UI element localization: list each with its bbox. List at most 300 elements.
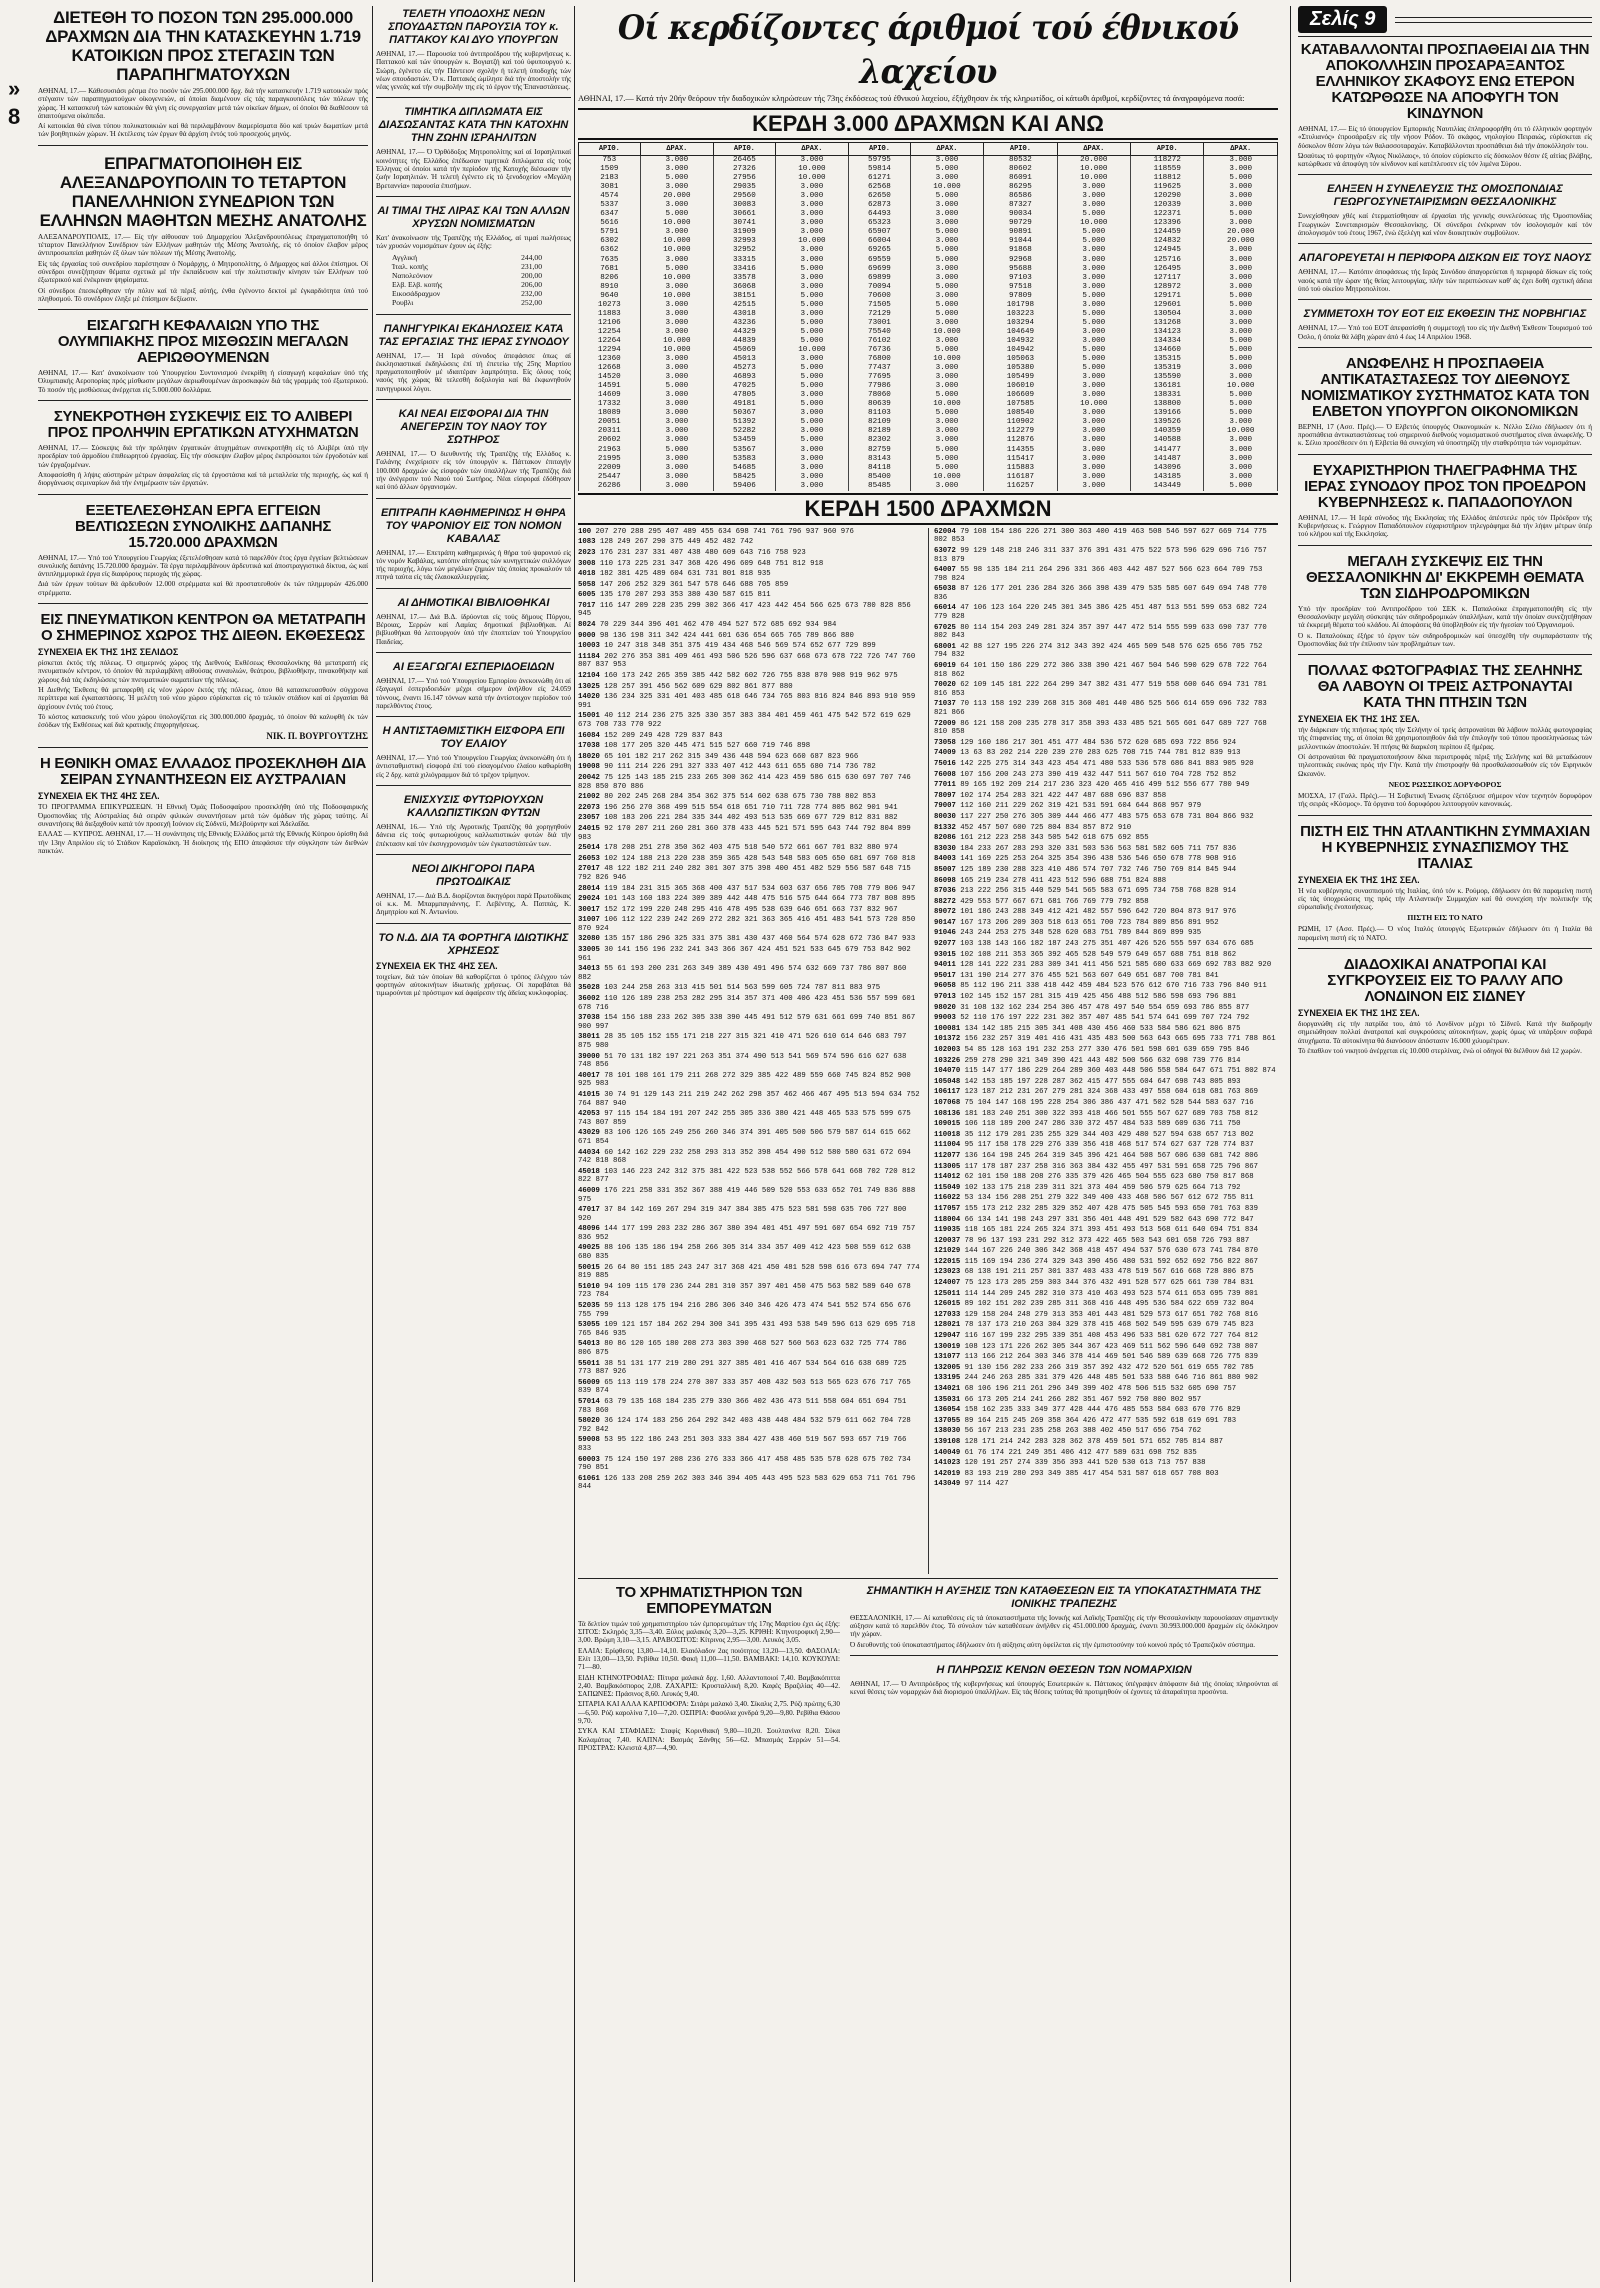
prize-amount: 3.000: [775, 246, 848, 255]
coin-price: 244,00: [521, 252, 542, 262]
ticket-number: 12294: [579, 346, 641, 355]
group-numbers: 126 133 208 259 262 303 346 394 405 443 495 523 583 629 653 711 761 796 844: [578, 1474, 916, 1492]
group-prefix: 99003: [934, 1014, 956, 1023]
prize-amount: 3.000: [1057, 274, 1130, 283]
ticket-number: 80602: [984, 165, 1057, 174]
group-prefix: 24015: [578, 824, 600, 833]
article-text: ΑΘΗΝΑΙ, 17.— Παρουσία τού άντιπροέδρου τής κυβερνήσεως κ. Παττακού καί τών ύπουργών κ. Βογιατζή καί τού ύφυπουργού κ. Σιώρη, έγένετο είς τήν Πάντειον σχολήν ή τελετή ύποδοχής τών νέων σπουδαστών. Ό κ. Παττακός ώμίλησε διά τήν άποστολήν τής νέας γενεάς καί τήν συμβολήν της είς τό έργον τής Έπαναστάσεως.: [376, 50, 571, 92]
prize-amount: 3.000: [1057, 328, 1130, 337]
edge-mark: »: [8, 76, 21, 101]
number-group: [934, 547, 1278, 564]
prize-amount: 3.000: [775, 409, 848, 418]
article-text: Υπό τήν προεδρίαν τού Αντιπροέδρου τού ΣΕΚ κ. Παπαλούκα έπραγματοποιήθη είς τήν Θεσσαλονίκην μεγάλη σύσκεψις τών σιδηροδρομικών ύπαλλήλων, κατά τήν όποίαν συνεζητήθησαν τά έκκρεμή θέματα τού κλάδου. Αί άποφάσεις θά ύποβληθούν είς τήν ήγεσίαν τού Όργανισμού.: [1298, 604, 1592, 630]
headline: ΑΠΑΓΟΡΕΥΕΤΑΙ Η ΠΕΡΙΦΟΡΑ ΔΙΣΚΩΝ ΕΙΣ ΤΟΥΣ ΝΑΟΥΣ: [1298, 252, 1592, 265]
group-prefix: 107068: [934, 1098, 961, 1107]
prize-amount: 3.000: [775, 274, 848, 283]
prize-amount: 3.000: [1057, 256, 1130, 265]
group-prefix: 138030: [934, 1427, 961, 1436]
headline: ΔΙΕΤΕΘΗ ΤΟ ΠΟΣΟΝ ΤΩΝ 295.000.000 ΔΡΑΧΜΩΝ ΔΙΑ ΤΗΝ ΚΑΤΑΣΚΕΥΗΝ 1.719 ΚΑΤΟΙΚΙΩΝ ΠΡΟΣ ΣΤΕΓΑΣΙΝ ΤΩΝ ΠΑΡΑΠΗΓΜΑΤΟΥΧΩΝ: [45, 8, 361, 84]
ticket-number: 14520: [579, 373, 641, 382]
ticket-number: 130504: [1131, 310, 1204, 319]
group-prefix: 61061: [578, 1474, 600, 1483]
prize-amount: 10.000: [640, 274, 713, 283]
group-numbers: 47 106 123 164 220 245 301 345 386 425 451 487 513 551 599 653 682 724 779 828: [934, 604, 1267, 622]
ticket-number: 52282: [714, 427, 776, 436]
prize-amount: 10.000: [910, 328, 983, 337]
article-text: Οί σύνεδροι έπεσκέφθησαν τήν πόλιν καί τά πέριξ αύτής, ένθα έγένοντο δεκτοί μέ έγκαρδιότητα ύπό τού πληθυσμού. Τό συνέδριον έληξε μέ έπίσημον δεξίωσιν.: [38, 286, 368, 303]
prize-amount: 3.000: [640, 427, 713, 436]
group-numbers: 61 76 174 221 249 351 406 412 477 589 631 698 752 835: [964, 1448, 1197, 1457]
table-row: [579, 183, 1278, 192]
number-group: [934, 1427, 1278, 1436]
continuation-note: ΣΥΝΕΧΕΙΑ ΕΚ ΤΗΣ 1ΗΣ ΣΕΛΙΔΟΣ: [38, 647, 179, 658]
group-prefix: 11184: [578, 652, 600, 661]
group-prefix: 75016: [934, 759, 956, 768]
article-text: ΑΘΗΝΑΙ, 17.— Είς τό ύπουργείον Εμπορικής Ναυτιλίας έπληροφορήθη ότι τό έλληνικόν φορτηγόν «Στυλιανός» έπροσάραξεν είς τήν νήσον Ρόδον. Τό σκάφος, νηολογίου Πειραιώς, εύρίσκεται είς δύσκολον θέσιν λόγω τών θαλασσοταραχών. Καταβάλλονται προσπάθειαι διά τήν άποκόλλησίν του.: [1298, 125, 1592, 150]
group-prefix: 85007: [934, 865, 956, 874]
price-row: [392, 253, 542, 262]
prize-amount: 5.000: [775, 418, 848, 427]
group-prefix: 38011: [578, 1033, 600, 1042]
prize-amount: 5.000: [910, 256, 983, 265]
group-numbers: 115 169 194 236 274 329 343 390 456 480 531 592 652 692 756 822 867: [964, 1257, 1259, 1266]
ticket-number: 47025: [714, 382, 776, 391]
table-row: [579, 328, 1278, 337]
number-group: [934, 866, 1278, 875]
ticket-number: 125716: [1131, 256, 1204, 265]
number-group: [934, 1184, 1278, 1193]
group-prefix: 78097: [934, 791, 956, 800]
headline: ΤΕΛΕΤΗ ΥΠΟΔΟΧΗΣ ΝΕΩΝ ΣΠΟΥΔΑΣΤΩΝ ΠΑΡΟΥΣΙΑ ΤΟΥ κ. ΠΑΤΤΑΚΟΥ ΚΑΙ ΔΥΟ ΥΠΟΥΡΓΩΝ: [388, 8, 559, 46]
group-prefix: 36002: [578, 995, 600, 1004]
number-group: [934, 1385, 1278, 1394]
article-text: ΑΘΗΝΑΙ, 17.— Υπό τού ΕΟΤ άπεφασίσθη ή συμμετοχή του είς τήν Διεθνή Έκθεσιν Τουρισμού τού Όσλο, ή όποία θά λάβη χώραν άπό 4 έως 14 Απριλίου 1968.: [1298, 324, 1592, 341]
group-prefix: 20042: [578, 773, 600, 782]
group-numbers: 83 106 126 165 249 256 260 346 374 391 405 500 506 579 587 614 615 662 671 854: [578, 1129, 911, 1146]
group-prefix: 18020: [578, 752, 600, 761]
group-prefix: 34013: [578, 965, 600, 974]
prize-amount: 5.000: [1057, 237, 1130, 246]
ticket-number: 101798: [984, 301, 1057, 310]
group-numbers: 178 208 251 278 350 362 403 475 518 540 572 661 667 701 832 880 974: [604, 844, 898, 853]
group-prefix: 57014: [578, 1397, 600, 1406]
ticket-number: 143185: [1131, 473, 1204, 482]
group-prefix: 111004: [934, 1141, 961, 1150]
prize-amount: 5.000: [640, 265, 713, 274]
number-group: [578, 1264, 922, 1281]
number-group: [934, 802, 1278, 811]
prize-amount: 3.000: [1057, 455, 1130, 464]
table-row: [579, 355, 1278, 364]
prize-amount: 3.000: [910, 237, 983, 246]
column-2: [376, 6, 571, 2282]
number-group: [578, 1110, 922, 1127]
number-group: [934, 1226, 1278, 1235]
prize-amount: 5.000: [1057, 292, 1130, 301]
number-group: [578, 1149, 922, 1166]
group-numbers: 48 122 182 211 240 282 301 307 375 398 400 451 482 529 556 587 648 715 792 826 946: [578, 865, 911, 882]
number-group: [578, 995, 922, 1012]
ticket-number: 9640: [579, 292, 641, 301]
ticket-number: 25447: [579, 473, 641, 482]
number-group: [578, 1321, 922, 1338]
group-numbers: 99 129 148 218 246 311 337 376 391 431 475 522 573 596 629 696 716 757 813 879: [934, 546, 1267, 564]
group-numbers: 165 219 234 278 411 423 512 596 688 751 824 888: [960, 876, 1167, 885]
ticket-number: 753: [579, 156, 641, 166]
prize-amount: 3.000: [1057, 201, 1130, 210]
coin-name: Ρουβλι: [392, 297, 414, 307]
number-group: [934, 1438, 1278, 1447]
article: [38, 6, 368, 146]
prize-amount: 10.000: [1057, 400, 1130, 409]
ticket-number: 126495: [1131, 265, 1204, 274]
prize-amount: 3.000: [1057, 382, 1130, 391]
number-group: [934, 1004, 1278, 1013]
prize-amount: 3.000: [1057, 391, 1130, 400]
ticket-number: 116257: [984, 482, 1057, 491]
headline: ΣΥΝΕΚΡΟΤΗΘΗ ΣΥΣΚΕΨΙΣ ΕΙΣ ΤΟ ΑΛΙΒΕΡΙ ΠΡΟΣ ΠΡΟΛΗΨΙΝ ΕΡΓΑΤΙΚΩΝ ΑΤΥΧΗΜΑΤΩΝ: [47, 408, 359, 442]
group-numbers: 131 190 214 277 376 455 521 563 607 649 651 687 700 781 841: [960, 971, 1219, 980]
group-prefix: 15001: [578, 712, 600, 721]
ticket-number: 43018: [714, 310, 776, 319]
prize-amount: 10.000: [640, 292, 713, 301]
prize-amount: 3.000: [1204, 446, 1278, 455]
prize-amount: 5.000: [910, 464, 983, 473]
group-prefix: 92077: [934, 940, 956, 949]
prize-amount: 3.000: [910, 427, 983, 436]
number-group: [578, 1436, 922, 1453]
number-group: [578, 1091, 922, 1108]
coin-price: 252,00: [521, 297, 542, 307]
number-group: [578, 1225, 922, 1242]
number-group: [578, 895, 922, 904]
group-prefix: 132005: [934, 1363, 961, 1372]
article-text: Αποφασίσθη ή λήψις αύστηρών μέτρων άσφαλείας είς τά έργοστάσια καί τά μεταλλεία τής περιοχής, ώς καί ή διοργάνωσις σεμιναρίων διά τήν ένημέρωσιν τών έργατών.: [38, 470, 368, 488]
ticket-number: 76736: [849, 346, 911, 355]
prize-amount: 3.000: [640, 328, 713, 337]
number-group: [578, 1129, 922, 1146]
ticket-number: 120290: [1131, 192, 1204, 201]
group-numbers: 52 110 176 197 222 231 302 357 407 485 541 574 641 699 707 724 792: [960, 1014, 1250, 1023]
ticket-number: 36068: [714, 283, 776, 292]
number-group: [578, 1283, 922, 1300]
number-group: [578, 549, 922, 558]
ticket-number: 66004: [849, 237, 911, 246]
ticket-number: 4574: [579, 192, 641, 201]
ticket-number: 43236: [714, 319, 776, 328]
article: [1298, 306, 1592, 348]
group-numbers: 42 88 127 195 226 274 312 343 392 424 465 509 548 576 625 656 705 752 794 832: [934, 642, 1263, 660]
prize-amount: 3.000: [640, 310, 713, 319]
group-numbers: 59 113 128 175 194 216 286 306 340 346 426 473 474 541 552 574 656 676 755 799: [578, 1302, 911, 1319]
prize-amount: 3.000: [640, 473, 713, 482]
prize-amount: 3.000: [1057, 409, 1130, 418]
group-prefix: 117057: [934, 1204, 961, 1213]
ticket-number: 106609: [984, 391, 1057, 400]
group-numbers: 106 118 189 200 247 286 330 372 457 484 533 589 609 636 711 750: [964, 1120, 1241, 1129]
group-numbers: 116 167 199 232 295 339 351 408 453 496 533 581 620 672 727 764 812: [964, 1332, 1259, 1341]
price-row: [392, 298, 542, 307]
ticket-number: 84118: [849, 464, 911, 473]
prize-amount: 10.000: [1057, 219, 1130, 228]
ticket-number: 120339: [1131, 201, 1204, 210]
group-prefix: 84003: [934, 855, 956, 864]
group-numbers: 62 109 145 181 222 264 299 347 382 431 477 519 558 600 646 694 731 781 816 853: [934, 681, 1267, 698]
table-header: ΑΡΙΘ.: [714, 143, 776, 156]
group-prefix: 13025: [578, 682, 600, 691]
group-prefix: 49025: [578, 1244, 600, 1253]
ticket-number: 90034: [984, 210, 1057, 219]
group-numbers: 102 145 152 157 281 315 419 425 456 488 512 586 598 693 796 881: [960, 993, 1237, 1002]
group-numbers: 70 113 158 192 239 268 315 360 401 440 486 525 566 614 659 696 732 783 821 866: [934, 700, 1267, 718]
group-prefix: 44034: [578, 1148, 600, 1157]
article-text: ΑΛΕΞΑΝΔΡΟΥΠΟΛΙΣ, 17.— Είς τήν αίθουσαν τού Δημαρχείου Άλεξανδρουπόλεως έπραγματοποιήθη τό τέταρτον Πανελλήνιον Συνέδριον τών Ελλήνων μαθητών τής Μέσης Άνατολής, είς τό όποίον έλαβον μέρος άντιπροσωπείαι μαθητών έξ όλων τών πόλεων τής Μέσης Άνατολής.: [38, 232, 368, 258]
prize-amount: 3.000: [640, 283, 713, 292]
table-header: ΔΡΑΧ.: [910, 143, 983, 156]
prize-amount: 3.000: [640, 165, 713, 174]
prize-amount: 3.000: [910, 265, 983, 274]
number-group: [934, 1131, 1278, 1140]
number-group: [934, 1035, 1278, 1044]
table-header: ΔΡΑΧ.: [1204, 143, 1278, 156]
ticket-number: 115417: [984, 455, 1057, 464]
headline: ΕΙΣ ΠΝΕΥΜΑΤΙΚΟΝ ΚΕΝΤΡΟΝ ΘΑ ΜΕΤΑΤΡΑΠΗ Ο ΣΗΜΕΡΙΝΟΣ ΧΩΡΟΣ ΤΗΣ ΔΙΕΘΝ. ΕΚΘΕΣΕΩΣ: [40, 611, 366, 645]
ticket-number: 140588: [1131, 436, 1204, 445]
ticket-number: 10273: [579, 301, 641, 310]
prize-amount: 3.000: [1204, 265, 1278, 274]
number-group: [578, 1014, 922, 1031]
group-numbers: 144 167 226 240 306 342 368 418 457 494 537 576 630 673 741 784 870: [964, 1247, 1259, 1256]
group-numbers: 128 141 222 231 283 309 341 411 456 521 585 600 633 669 692 783 882 920: [960, 961, 1272, 970]
ticket-number: 5791: [579, 228, 641, 237]
group-prefix: 105048: [934, 1077, 961, 1086]
number-group: [934, 1014, 1278, 1023]
prize-amount: 3.000: [775, 210, 848, 219]
ticket-number: 32952: [714, 246, 776, 255]
prize-amount: 3.000: [910, 201, 983, 210]
table-row: [579, 165, 1278, 174]
article: [376, 203, 571, 315]
group-prefix: 128021: [934, 1321, 961, 1330]
number-group: [934, 1216, 1278, 1225]
group-prefix: 140049: [934, 1448, 961, 1457]
column-rule: [1290, 6, 1291, 2282]
group-prefix: 95017: [934, 971, 956, 980]
headline: ΕΞΕΤΕΛΕΣΘΗΣΑΝ ΕΡΓΑ ΕΓΓΕΙΩΝ ΒΕΛΤΙΩΣΕΩΝ ΣΥΝΟΛΙΚΗΣ ΔΑΠΑΝΗΣ 15.720.000 ΔΡΑΧΜΩΝ: [74, 501, 332, 551]
group-numbers: 429 553 577 667 671 681 766 769 779 792 858: [960, 897, 1149, 906]
group-numbers: 10 247 318 348 351 375 419 434 468 546 569 574 652 677 729 899: [604, 642, 876, 651]
number-group: [934, 1120, 1278, 1129]
table-header: ΑΡΙΘ.: [849, 143, 911, 156]
table-row: [579, 301, 1278, 310]
prize-amount: 5.000: [1204, 210, 1278, 219]
group-numbers: 95 117 158 178 229 276 339 356 418 468 517 574 627 637 728 774 837: [964, 1141, 1254, 1150]
number-group: [934, 1173, 1278, 1182]
article: [38, 316, 368, 401]
group-numbers: 90 111 214 226 291 327 333 407 412 443 611 655 680 714 736 782: [604, 763, 876, 772]
headline: ΕΥΧΑΡΙΣΤΗΡΙΟΝ ΤΗΛΕΓΡΑΦΗΜΑ ΤΗΣ ΙΕΡΑΣ ΣΥΝΟΔΟΥ ΠΡΟΣ ΤΟΝ ΠΡΟΕΔΡΟΝ ΚΥΒΕΡΝΗΣΕΩΣ κ. ΠΑΠΑΔΟΠΟΥΛΟΝ: [1304, 461, 1586, 511]
group-prefix: 31007: [578, 916, 600, 925]
ticket-number: 62650: [849, 192, 911, 201]
ticket-number: 139166: [1131, 409, 1204, 418]
ticket-number: 11883: [579, 310, 641, 319]
group-numbers: 259 278 290 321 349 390 421 443 482 500 566 632 698 739 776 814: [964, 1056, 1241, 1065]
group-prefix: 82086: [934, 834, 956, 843]
group-numbers: 101 186 243 288 349 412 421 482 557 596 642 720 804 873 917 976: [960, 908, 1237, 917]
ticket-number: 135315: [1131, 355, 1204, 364]
prize-amount: 3.000: [910, 156, 983, 166]
number-group: [578, 906, 922, 915]
number-group: [934, 1110, 1278, 1119]
group-prefix: 83030: [934, 844, 956, 853]
group-prefix: 100: [578, 527, 592, 536]
number-group: [578, 1244, 922, 1261]
group-prefix: 134021: [934, 1385, 961, 1394]
table-row: [579, 446, 1278, 455]
group-numbers: 97 114 427: [964, 1480, 1009, 1489]
prize-amount: 3.000: [775, 283, 848, 292]
prize-amount: 5.000: [910, 228, 983, 237]
table-row: [579, 256, 1278, 265]
coin-price: 232,00: [521, 288, 542, 298]
prize-amount: 3.000: [640, 418, 713, 427]
group-prefix: 113005: [934, 1162, 961, 1171]
headline: ΣΥΜΜΕΤΟΧΗ ΤΟΥ ΕΟΤ ΕΙΣ ΕΚΘΕΣΙΝ ΤΗΣ ΝΟΡΒΗΓΙΑΣ: [1303, 308, 1587, 321]
number-group: [934, 1099, 1278, 1108]
prize-amount: 5.000: [1204, 391, 1278, 400]
number-group: [578, 1379, 922, 1396]
prize-amount: 5.000: [1204, 346, 1278, 355]
number-group: [934, 1311, 1278, 1320]
ticket-number: 108540: [984, 409, 1057, 418]
headline: ΕΠΡΑΓΜΑΤΟΠΟΙΗΘΗ ΕΙΣ ΑΛΕΞΑΝΔΡΟΥΠΟΛΙΝ ΤΟ ΤΕΤΑΡΤΟΝ ΠΑΝΕΛΛΗΝΙΟΝ ΣΥΝΕΔΡΙΟΝ ΤΩΝ ΕΛΛΗΝΩΝ ΜΑΘΗΤΩΝ ΜΕΣΗΣ ΑΝΑΤΟΛΗΣ: [39, 153, 367, 230]
group-numbers: 142 153 185 197 228 287 362 415 477 555 604 647 698 743 805 893: [964, 1077, 1241, 1086]
ticket-number: 69265: [849, 246, 911, 255]
ticket-number: 6302: [579, 237, 641, 246]
group-numbers: 75 124 150 197 208 236 276 333 366 417 458 485 535 578 628 675 702 734 790 851: [578, 1455, 911, 1473]
prize-amount: 3.000: [1204, 156, 1278, 166]
group-numbers: 55 61 193 200 231 263 349 389 430 491 496 574 632 669 737 786 807 860 882: [578, 965, 907, 982]
number-group: [578, 935, 922, 944]
article-text: ΑΘΗΝΑΙ, 17.— Ή Ιερά σύνοδος τής Εκκλησίας τής Ελλάδος άπέστειλε πρός τόν Πρόεδρον τής Κυβερνήσεως κ. Γεώργιον Παπαδόπουλον εύχαριστήριον τηλεγράφημα διά τήν λήψιν μέτρων ύπέρ τού κλήρου καί τής Εκκλησίας.: [1298, 513, 1592, 539]
ticket-number: 138331: [1131, 391, 1204, 400]
group-numbers: 125 189 230 288 323 410 486 574 707 732 746 750 769 814 845 944: [960, 865, 1237, 874]
group-numbers: 109 121 157 184 262 294 300 341 395 431 493 538 549 596 613 629 695 718 765 846 935: [578, 1321, 916, 1338]
group-prefix: 42053: [578, 1110, 600, 1119]
prize-amount: 3.000: [775, 455, 848, 464]
table-row: [579, 391, 1278, 400]
ticket-number: 30661: [714, 210, 776, 219]
ticket-number: 143449: [1131, 482, 1204, 491]
group-prefix: 100081: [934, 1024, 961, 1033]
ticket-number: 85485: [849, 482, 911, 491]
prize-amount: 5.000: [1204, 337, 1278, 346]
ticket-number: 103223: [984, 310, 1057, 319]
continuation-note: ΣΥΝΕΧΕΙΑ ΕΚ ΤΗΣ 4ΗΣ ΣΕΛ.: [38, 791, 160, 802]
table-row: [579, 274, 1278, 283]
ticket-number: 128972: [1131, 283, 1204, 292]
number-group: [578, 946, 922, 963]
ticket-number: 124459: [1131, 228, 1204, 237]
group-prefix: 90147: [934, 918, 956, 927]
ticket-number: 136181: [1131, 382, 1204, 391]
ticket-number: 127117: [1131, 274, 1204, 283]
group-numbers: 89 102 151 202 239 285 311 368 416 448 495 536 584 622 659 732 804: [964, 1300, 1254, 1309]
group-numbers: 181 183 240 251 300 322 393 418 466 501 555 567 627 689 703 758 812: [964, 1109, 1259, 1118]
group-numbers: 102 174 254 283 321 422 447 487 688 696 837 858: [960, 791, 1167, 800]
number-group: [578, 1417, 922, 1434]
number-group: [578, 855, 922, 864]
number-group: [578, 653, 922, 670]
prize-amount: 3.000: [1204, 201, 1278, 210]
lottery-intro: ΑΘΗΝΑΙ, 17.— Κατά τήν 20ήν θεόρουν τήν διαδοχικών κληρώσεων τής 73ης έκδόσεως τού έθνικού λαχείου, έξήχθησαν έκ τής κληρωτίδος, οί κάτωθι άριθμοί, κερδίζοντες τά άναγραφόμενα ποσά:: [578, 94, 1245, 103]
group-prefix: 103226: [934, 1056, 961, 1065]
article: [376, 861, 571, 924]
coin-name: Αγγλική: [392, 252, 418, 262]
group-numbers: 152 209 249 428 729 837 843: [604, 731, 723, 740]
table-row: [579, 210, 1278, 219]
group-numbers: 129 160 186 217 301 451 477 484 536 572 620 685 693 722 856 924: [960, 738, 1237, 747]
ticket-number: 12106: [579, 319, 641, 328]
headline: ΔΙΑΔΟΧΙΚΑΙ ΑΝΑΤΡΟΠΑΙ ΚΑΙ ΣΥΓΚΡΟΥΣΕΙΣ ΕΙΣ ΤΟ ΡΑΛΛΥ ΑΠΟ ΛΟΝΔΙΝΟΝ ΕΙΣ ΣΙΔΝΕΥ: [1327, 955, 1563, 1005]
ticket-number: 49181: [714, 400, 776, 409]
ticket-number: 78060: [849, 391, 911, 400]
table-row: [579, 464, 1278, 473]
group-prefix: 47017: [578, 1206, 600, 1215]
number-group: [934, 993, 1278, 1002]
ticket-number: 75540: [849, 328, 911, 337]
number-group: [934, 792, 1278, 801]
group-prefix: 96058: [934, 982, 956, 991]
prize-amount: 5.000: [640, 210, 713, 219]
ticket-number: 119625: [1131, 183, 1204, 192]
table-row: [579, 228, 1278, 237]
group-prefix: 22073: [578, 803, 600, 812]
number-group: [934, 760, 1278, 769]
group-numbers: 113 166 212 264 303 346 378 414 469 501 546 589 639 668 726 775 839: [964, 1353, 1259, 1362]
number-group: [934, 643, 1278, 660]
ticket-number: 86295: [984, 183, 1057, 192]
number-group: [578, 732, 922, 741]
prize-amount: 5.000: [775, 373, 848, 382]
ticket-number: 76102: [849, 337, 911, 346]
group-prefix: 88272: [934, 897, 956, 906]
group-numbers: 119 184 231 315 365 368 400 437 517 534 603 637 656 705 708 779 806 947: [604, 884, 916, 893]
group-numbers: 78 96 137 193 231 292 312 373 422 465 503 543 601 658 726 793 887: [964, 1236, 1250, 1245]
ticket-number: 82759: [849, 446, 911, 455]
prize-amount: 5.000: [775, 301, 848, 310]
group-numbers: 135 157 186 296 325 331 375 381 430 437 460 564 574 628 672 736 847 933: [604, 935, 916, 944]
bank-articles: [850, 1583, 1278, 1754]
ticket-number: 44329: [714, 328, 776, 337]
ticket-number: 12360: [579, 355, 641, 364]
group-prefix: 51010: [578, 1282, 600, 1291]
group-numbers: 102 124 188 213 220 238 359 365 428 543 548 583 605 650 681 697 760 818: [604, 854, 916, 863]
group-numbers: 35 112 179 201 235 255 329 344 403 429 480 527 594 638 657 713 802: [964, 1130, 1254, 1139]
group-numbers: 115 147 177 186 229 264 289 360 403 448 506 558 584 647 671 751 802 874: [964, 1067, 1276, 1076]
number-group: [578, 632, 922, 641]
ticket-number: 45069: [714, 346, 776, 355]
prize-amount: 5.000: [775, 400, 848, 409]
prize-amount: 3.000: [910, 319, 983, 328]
ticket-number: 1509: [579, 165, 641, 174]
coin-price: 206,00: [521, 279, 542, 289]
prize-amount: 3.000: [1204, 364, 1278, 373]
group-prefix: 110018: [934, 1130, 961, 1139]
group-prefix: 21002: [578, 793, 600, 802]
coin-name: Ίταλ. κοπής: [392, 261, 428, 271]
bottom-section: [578, 1578, 1278, 1754]
